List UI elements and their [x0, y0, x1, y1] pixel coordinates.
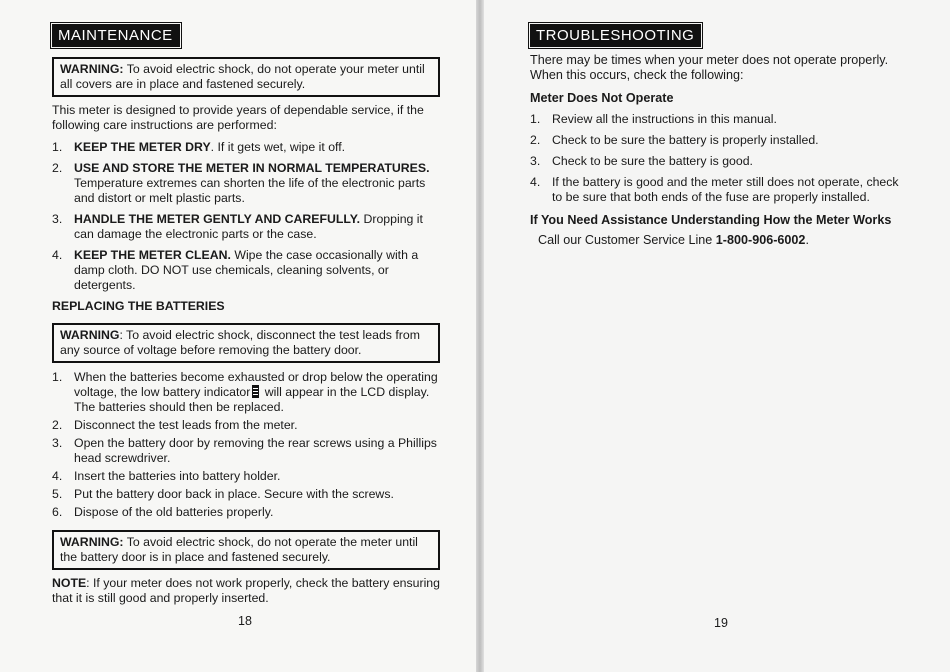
care-item-text: Wipe the case occasionally with a damp cloth. DO NOT use chemicals, cleaning solvents, or detergents.	[74, 248, 419, 292]
battery-step	[52, 436, 440, 466]
item-number: 4.	[530, 175, 541, 189]
item-number: 1.	[530, 112, 541, 126]
care-item	[52, 140, 440, 155]
item-number: 2.	[52, 418, 63, 432]
step-text: Dispose of the old batteries properly.	[74, 505, 274, 519]
warning-text: To avoid electric shock, do not operate your meter until all covers are in place and fastened securely.	[60, 62, 425, 91]
battery-step	[52, 505, 440, 520]
step-text: will appear in the LCD display. The batteries should then be replaced.	[74, 385, 430, 414]
phone-number: 1-800-906-6002	[715, 233, 806, 247]
warning-text: : To avoid electric shock, disconnect the test leads from any source of voltage before removing the battery door.	[60, 328, 420, 357]
assistance-heading: If You Need Assistance Understanding How the Meter Works	[530, 213, 892, 227]
check-item	[530, 112, 910, 127]
care-item-title: USE AND STORE THE METER IN NORMAL TEMPERATURES.	[74, 161, 430, 175]
care-item-title: HANDLE THE METER GENTLY AND CAREFULLY.	[74, 212, 361, 226]
check-text: Review all the instructions in this manual.	[552, 112, 777, 126]
warning-label: WARNING:	[60, 535, 124, 549]
care-item-title: KEEP THE METER DRY	[74, 140, 211, 154]
step-text: Open the battery door by removing the rear screws using a Phillips head screwdriver.	[74, 436, 437, 465]
call-end: .	[805, 233, 809, 247]
item-number: 1.	[52, 370, 63, 384]
item-number: 1.	[52, 140, 63, 154]
customer-service-line	[538, 233, 910, 247]
note	[52, 576, 440, 606]
check-item	[530, 133, 910, 148]
maintenance-intro: This meter is designed to provide years of dependable service, if the following care instructions are performed:	[52, 103, 424, 132]
warning-box-test-leads	[52, 323, 440, 363]
warning-text: To avoid electric shock, do not operate the meter until the battery door is in place and fastened securely.	[60, 535, 418, 564]
battery-step	[52, 487, 440, 502]
care-item-title: KEEP THE METER CLEAN.	[74, 248, 231, 262]
check-item	[530, 175, 910, 205]
item-number: 5.	[52, 487, 63, 501]
step-text: Disconnect the test leads from the meter.	[74, 418, 298, 432]
right-page	[484, 0, 950, 672]
warning-box-battery-door	[52, 530, 440, 570]
care-item-text: Temperature extremes can shorten the life of the electronic parts and distort or melt plastic parts.	[74, 176, 426, 205]
step-text: Insert the batteries into battery holder.	[74, 469, 281, 483]
care-item-text: Dropping it can damage the electronic parts or the case.	[74, 212, 423, 241]
warning-label: WARNING	[60, 328, 120, 342]
book-gutter	[476, 0, 484, 672]
warning-box-covers	[52, 57, 440, 97]
care-item	[52, 248, 440, 293]
troubleshooting-checks-list	[530, 112, 910, 205]
item-number: 2.	[52, 161, 63, 175]
item-number: 4.	[52, 469, 63, 483]
battery-step	[52, 370, 440, 415]
page-number: 19	[714, 616, 728, 630]
page-number: 18	[238, 614, 252, 628]
item-number: 4.	[52, 248, 63, 262]
step-text: When the batteries become exhausted or drop below the operating voltage, the low battery indicator	[74, 370, 438, 399]
maintenance-heading: MAINTENANCE	[52, 24, 180, 47]
check-text: Check to be sure the battery is good.	[552, 154, 753, 168]
item-number: 3.	[530, 154, 541, 168]
note-text: : If your meter does not work properly, check the battery ensuring that it is still good and properly inserted.	[52, 576, 440, 605]
low-battery-icon	[252, 385, 259, 398]
call-text: Call our Customer Service Line	[538, 233, 716, 247]
check-text: If the battery is good and the meter still does not operate, check to be sure that both ends of the fuse are properly installed.	[552, 175, 899, 204]
care-instructions-list	[52, 140, 440, 293]
care-item	[52, 212, 440, 242]
replacing-batteries-heading: REPLACING THE BATTERIES	[52, 299, 225, 313]
check-item	[530, 154, 910, 169]
battery-steps-list	[52, 370, 440, 520]
step-text: Put the battery door back in place. Secure with the screws.	[74, 487, 394, 501]
care-item-text: . If it gets wet, wipe it off.	[210, 140, 346, 154]
meter-does-not-operate-heading: Meter Does Not Operate	[530, 91, 674, 105]
care-item	[52, 161, 440, 206]
warning-label: WARNING:	[60, 62, 124, 76]
item-number: 6.	[52, 505, 63, 519]
check-text: Check to be sure the battery is properly installed.	[552, 133, 819, 147]
battery-step	[52, 418, 440, 433]
note-label: NOTE	[52, 576, 87, 590]
troubleshooting-intro: There may be times when your meter does not operate properly. When this occurs, check the following:	[530, 53, 889, 82]
battery-step	[52, 469, 440, 484]
item-number: 3.	[52, 436, 63, 450]
item-number: 2.	[530, 133, 541, 147]
troubleshooting-heading: TROUBLESHOOTING	[530, 24, 701, 47]
item-number: 3.	[52, 212, 63, 226]
